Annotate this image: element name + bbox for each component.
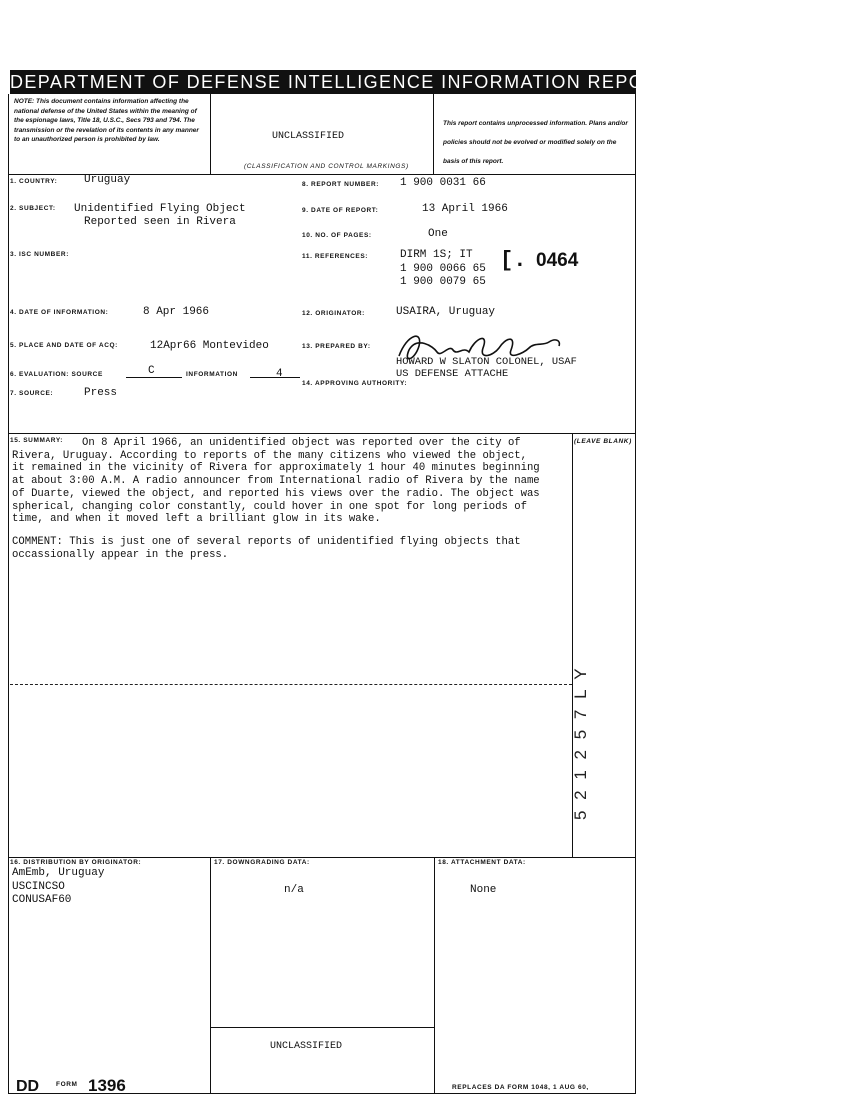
unprocessed-notice: This report contains unprocessed information. Plans and/or policies should not be evolved or modified solely on the basis of this report.	[443, 120, 628, 165]
prepared-by-title: US DEFENSE ATTACHE	[396, 368, 509, 380]
originator-label: 12. ORIGINATOR:	[302, 310, 365, 317]
bottom-classification: UNCLASSIFIED	[270, 1041, 343, 1052]
subject-label: 2. SUBJECT:	[10, 205, 56, 212]
country-label: 1. COUNTRY:	[10, 178, 58, 185]
place-date-label: 5. PLACE AND DATE OF ACQ:	[10, 342, 118, 349]
pages-value: One	[428, 228, 448, 240]
information-label: INFORMATION	[186, 371, 238, 378]
eval-source-value: C	[148, 365, 155, 377]
summary-comment: COMMENT: This is just one of several reports of unidentified flying objects that occassionally appear in the press.	[12, 535, 521, 561]
frame-right	[635, 94, 636, 1094]
classification-marking: UNCLASSIFIED	[272, 131, 345, 142]
summary-text: On 8 April 1966, an unidentified object was reported over the city of Rivera, Uruguay. According to reports of the many citizens who viewed the object, it remained in the vicinity of Rivera for approximately 1 hour 40 minutes beginning at about 3:00 A.M. A radio announcer from International radio of Rivera by the name of Duarte, viewed the object, and reported his views over the radio. The object was spherical, changing color constantly, could hover in one spot for long periods of time, and when it moved left a brilliant glow in its wake.	[12, 437, 540, 526]
country-value: Uruguay	[84, 174, 131, 186]
downgrading-label: 17. DOWNGRADING DATA:	[214, 859, 310, 866]
dashed-fold-line	[10, 684, 572, 685]
frame-left	[8, 94, 9, 1094]
espionage-notice: NOTE: This document contains information affecting the national defense of the United States within the meaning of the espionage laws, Title 18, U.S.C., Secs 793 and 794. The transmission or the revelation of its contents in any manner to an unauthorized person is prohibited by law.	[14, 98, 199, 144]
leave-blank-label: (LEAVE BLANK)	[574, 438, 632, 445]
pages-label: 10. NO. OF PAGES:	[302, 232, 372, 239]
report-number-label: 8. REPORT NUMBER:	[302, 181, 380, 188]
rule-summary	[8, 433, 636, 434]
attachment-label: 18. ATTACHMENT DATA:	[438, 859, 526, 866]
subject-line-2: Reported seen in Rivera	[84, 216, 236, 228]
report-number-value: 1 900 0031 66	[400, 177, 486, 189]
subject-line-1: Unidentified Flying Object	[74, 203, 246, 215]
originator-value: USAIRA, Uruguay	[396, 306, 496, 318]
document-number: 0464	[536, 250, 579, 271]
attachment-value: None	[470, 884, 497, 896]
summary-body	[12, 437, 572, 571]
replaces-note: REPLACES DA FORM 1048, 1 AUG 60,	[452, 1084, 589, 1091]
class-divider	[433, 94, 434, 174]
evaluation-label: 6. EVALUATION: SOURCE	[10, 371, 103, 378]
form-number: 1396	[88, 1076, 126, 1095]
downgrading-value: n/a	[284, 884, 304, 896]
distribution-label: 16. DISTRIBUTION BY ORIGINATOR:	[10, 859, 142, 866]
date-report-value: 13 April 1966	[422, 203, 508, 215]
reference-2: 1 900 0066 65	[400, 263, 486, 275]
form-dd: DD	[16, 1078, 40, 1095]
bracket-mark: [.	[500, 248, 527, 273]
eval-source-line	[126, 377, 182, 378]
references-label: 11. REFERENCES:	[302, 253, 369, 260]
date-info-value: 8 Apr 1966	[143, 306, 210, 318]
source-label: 7. SOURCE:	[10, 390, 54, 397]
classification-caption: (CLASSIFICATION AND CONTROL MARKINGS)	[244, 163, 409, 170]
summary-label: 15. SUMMARY:	[10, 437, 64, 444]
reference-1: DIRM 1S; IT	[400, 249, 473, 261]
date-report-label: 9. DATE OF REPORT:	[302, 207, 379, 214]
eval-info-value: 4	[276, 368, 283, 380]
place-date-value: 12Apr66 Montevideo	[150, 340, 269, 352]
report-title: DEPARTMENT OF DEFENSE INTELLIGENCE INFORMATION REPORT	[10, 72, 671, 92]
notice-divider	[210, 94, 211, 174]
approving-label: 14. APPROVING AUTHORITY:	[302, 380, 408, 387]
reference-3: 1 900 0079 65	[400, 276, 486, 288]
prepared-by-name: HOWARD W SLATON COLONEL, USAF	[396, 356, 577, 368]
distribution-1: AmEmb, Uruguay	[12, 867, 105, 879]
date-info-label: 4. DATE OF INFORMATION:	[10, 309, 109, 316]
isc-label: 3. ISC NUMBER:	[10, 251, 69, 258]
attach-divider	[434, 857, 435, 1094]
side-handwritten-note: 5 2 1 2 5 7 L Y	[571, 665, 590, 820]
dist-divider	[210, 857, 211, 1094]
distribution-3: CONUSAF60	[12, 894, 72, 906]
eval-info-line	[250, 377, 300, 378]
prepared-by-label: 13. PREPARED BY:	[302, 343, 371, 350]
form-word: FORM	[56, 1081, 78, 1088]
bottom-class-rule	[210, 1027, 435, 1028]
source-value: Press	[84, 387, 118, 399]
distribution-2: USCINCSO	[12, 881, 65, 893]
